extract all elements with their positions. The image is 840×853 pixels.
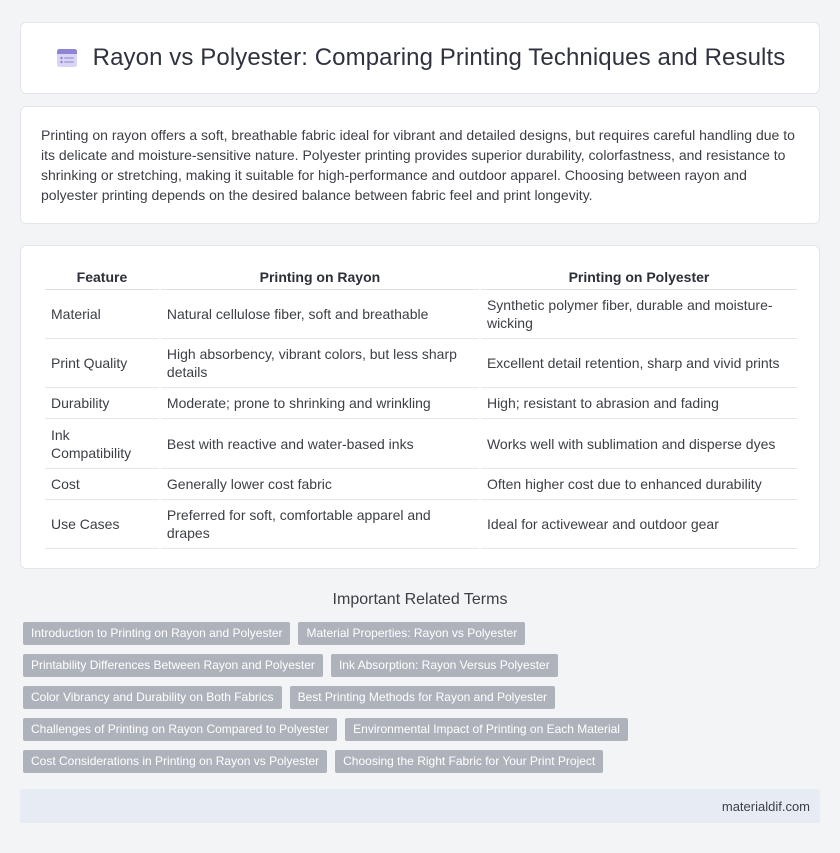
comparison-table-card — [20, 245, 820, 569]
polyester-cell: Synthetic polymer fiber, durable and moisture-wicking — [481, 290, 797, 339]
rayon-cell: Best with reactive and water-based inks — [161, 419, 479, 469]
intro-card — [20, 106, 820, 224]
related-term-tag[interactable]: Choosing the Right Fabric for Your Print Project — [335, 750, 603, 773]
column-header-rayon: Printing on Rayon — [161, 266, 479, 290]
page-title: Rayon vs Polyester: Comparing Printing Techniques and Results — [92, 44, 786, 71]
footer — [20, 789, 820, 823]
related-term-tag[interactable]: Challenges of Printing on Rayon Compared to Polyester — [23, 718, 337, 741]
polyester-cell: Works well with sublimation and disperse dyes — [481, 419, 797, 469]
table-header-row — [45, 266, 797, 290]
table-row — [45, 388, 797, 419]
feature-cell: Ink Compatibility — [45, 419, 159, 469]
rayon-cell: High absorbency, vibrant colors, but less sharp details — [161, 339, 479, 388]
header-card — [20, 22, 820, 94]
title-wrap — [55, 44, 786, 72]
related-terms-list — [23, 622, 823, 773]
related-term-tag[interactable]: Printability Differences Between Rayon and Polyester — [23, 654, 323, 677]
rayon-cell: Natural cellulose fiber, soft and breathable — [161, 290, 479, 339]
feature-cell: Print Quality — [45, 339, 159, 388]
related-term-tag[interactable]: Best Printing Methods for Rayon and Polyester — [290, 686, 555, 709]
rayon-cell: Preferred for soft, comfortable apparel and drapes — [161, 500, 479, 549]
related-term-tag[interactable]: Cost Considerations in Printing on Rayon vs Polyester — [23, 750, 327, 773]
related-term-tag[interactable]: Ink Absorption: Rayon Versus Polyester — [331, 654, 558, 677]
related-term-tag[interactable]: Material Properties: Rayon vs Polyester — [298, 622, 525, 645]
feature-cell: Cost — [45, 469, 159, 500]
intro-paragraph: Printing on rayon offers a soft, breathable fabric ideal for vibrant and detailed designs, but requires careful handling due to its delicate and moisture-sensitive nature. Polyester printing provides superior durability, colorfastness, and resistance to shrinking or stretching, making it suitable for high-performance and outdoor apparel. Choosing between rayon and polyester printing depends on the desired balance between fabric feel and print longevity. — [41, 127, 795, 203]
table-row — [45, 339, 797, 388]
table-row — [45, 500, 797, 549]
feature-cell: Use Cases — [45, 500, 159, 549]
feature-cell: Material — [45, 290, 159, 339]
related-term-tag[interactable]: Environmental Impact of Printing on Each Material — [345, 718, 628, 741]
table-row — [45, 469, 797, 500]
polyester-cell: Often higher cost due to enhanced durability — [481, 469, 797, 500]
related-term-tag[interactable]: Introduction to Printing on Rayon and Polyester — [23, 622, 290, 645]
related-term-tag[interactable]: Color Vibrancy and Durability on Both Fabrics — [23, 686, 282, 709]
table-row — [45, 419, 797, 469]
polyester-cell: High; resistant to abrasion and fading — [481, 388, 797, 419]
polyester-cell: Excellent detail retention, sharp and vivid prints — [481, 339, 797, 388]
related-terms-title: Important Related Terms — [332, 591, 508, 608]
document-list-icon — [55, 46, 79, 70]
table-row — [45, 290, 797, 339]
polyester-cell: Ideal for activewear and outdoor gear — [481, 500, 797, 549]
column-header-feature: Feature — [45, 266, 159, 290]
rayon-cell: Moderate; prone to shrinking and wrinkling — [161, 388, 479, 419]
feature-cell: Durability — [45, 388, 159, 419]
comparison-table — [43, 266, 799, 549]
rayon-cell: Generally lower cost fabric — [161, 469, 479, 500]
footer-site-link[interactable]: materialdif.com — [721, 798, 810, 814]
column-header-polyester: Printing on Polyester — [481, 266, 797, 290]
